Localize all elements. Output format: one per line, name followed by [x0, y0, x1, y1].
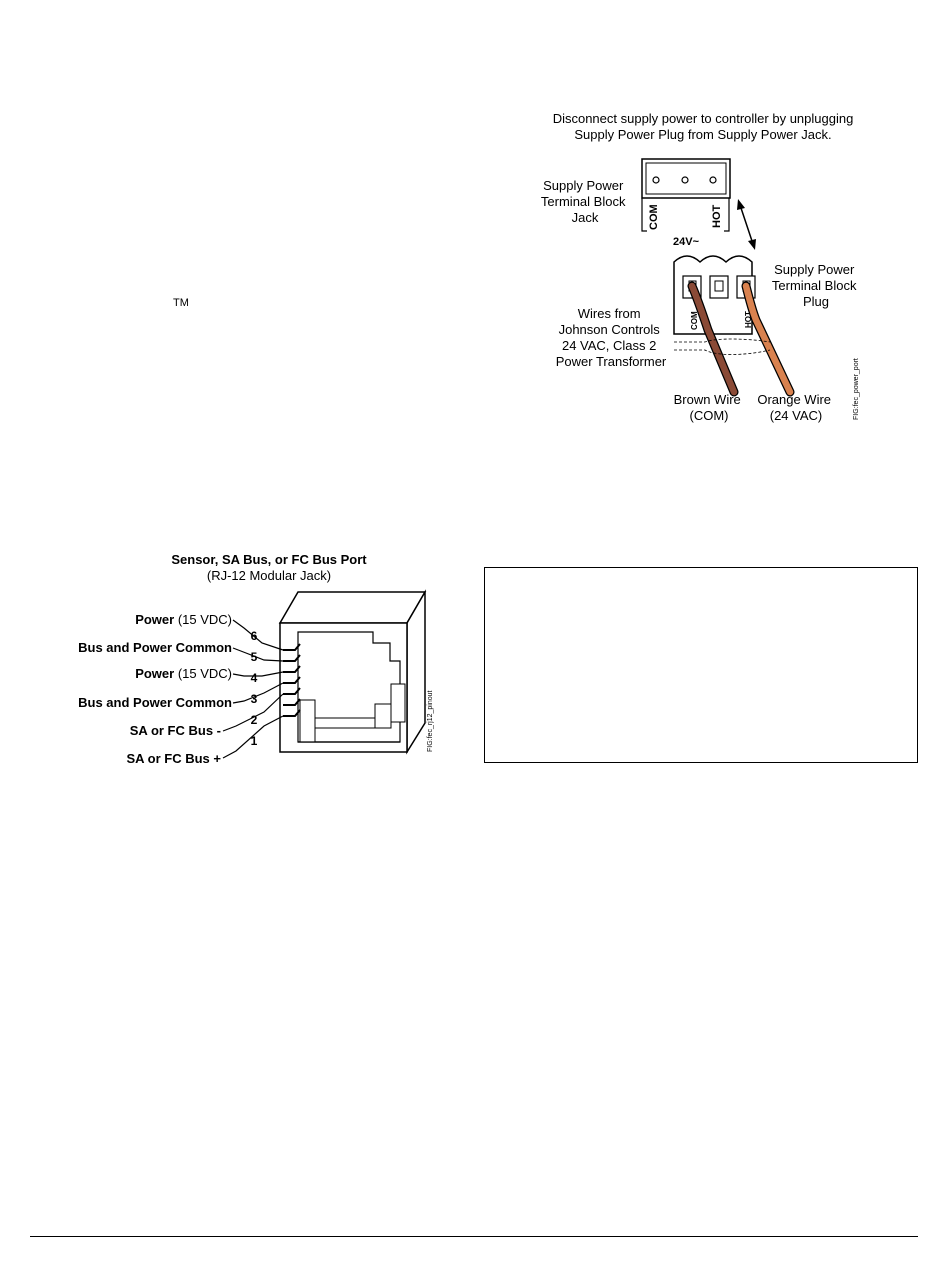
rj12-jack [280, 592, 425, 752]
rj12-port-figure [55, 545, 455, 770]
pin-number-4: 4 [250, 671, 258, 685]
pin-1-label: SA or FC Bus + [126, 751, 221, 766]
pin-2-label: SA or FC Bus - [129, 723, 221, 738]
pin-number-5: 5 [250, 650, 258, 664]
terminal-block-plug [674, 256, 755, 334]
brown-wire-label: Brown Wire (COM) [673, 392, 741, 423]
voltage-label: 24V~ [673, 236, 699, 248]
connect-arrow [737, 199, 756, 250]
jack-hot-label: HOT [711, 204, 723, 228]
wires-from-label: Wires from Johnson Controls 24 VAC, Class 2 Power Transformer [555, 306, 667, 369]
plug-label: Supply Power Terminal Block Plug [771, 262, 857, 309]
pin-number-2: 2 [250, 713, 258, 727]
pin-number-6: 6 [250, 629, 258, 643]
trademark-mark: TM [173, 297, 189, 309]
pin-4-label: Power (15 VDC) [135, 666, 232, 681]
supply-power-figure [520, 100, 890, 430]
power-caption-line2: Supply Power Plug from Supply Power Jack. [574, 127, 832, 142]
pin-5-label: Bus and Power Common [78, 640, 232, 655]
jack-label: Supply Power Terminal Block Jack [540, 178, 626, 225]
port-title: Sensor, SA Bus, or FC Bus Port [171, 552, 367, 567]
footer-rule [30, 1236, 918, 1237]
pin-6-label: Power (15 VDC) [135, 612, 232, 627]
orange-wire-label: Orange Wire (24 VAC) [757, 392, 832, 423]
jack-com-label: COM [648, 204, 660, 230]
power-caption-line1: Disconnect supply power to controller by unplugging [552, 111, 854, 126]
orange-wire [746, 286, 790, 392]
plug-com-label: COM [690, 311, 699, 330]
power-figure-id: FIG:fec_power_port [853, 358, 860, 420]
pin-number-1: 1 [250, 734, 258, 748]
pin-3-label: Bus and Power Common [78, 695, 232, 710]
port-figure-id: FIG:fec_rj12_pinout [427, 690, 434, 752]
note-box [484, 567, 918, 763]
port-subtitle: (RJ-12 Modular Jack) [206, 568, 332, 583]
plug-hot-label: HOT [744, 311, 753, 328]
pin-number-3: 3 [250, 692, 258, 706]
